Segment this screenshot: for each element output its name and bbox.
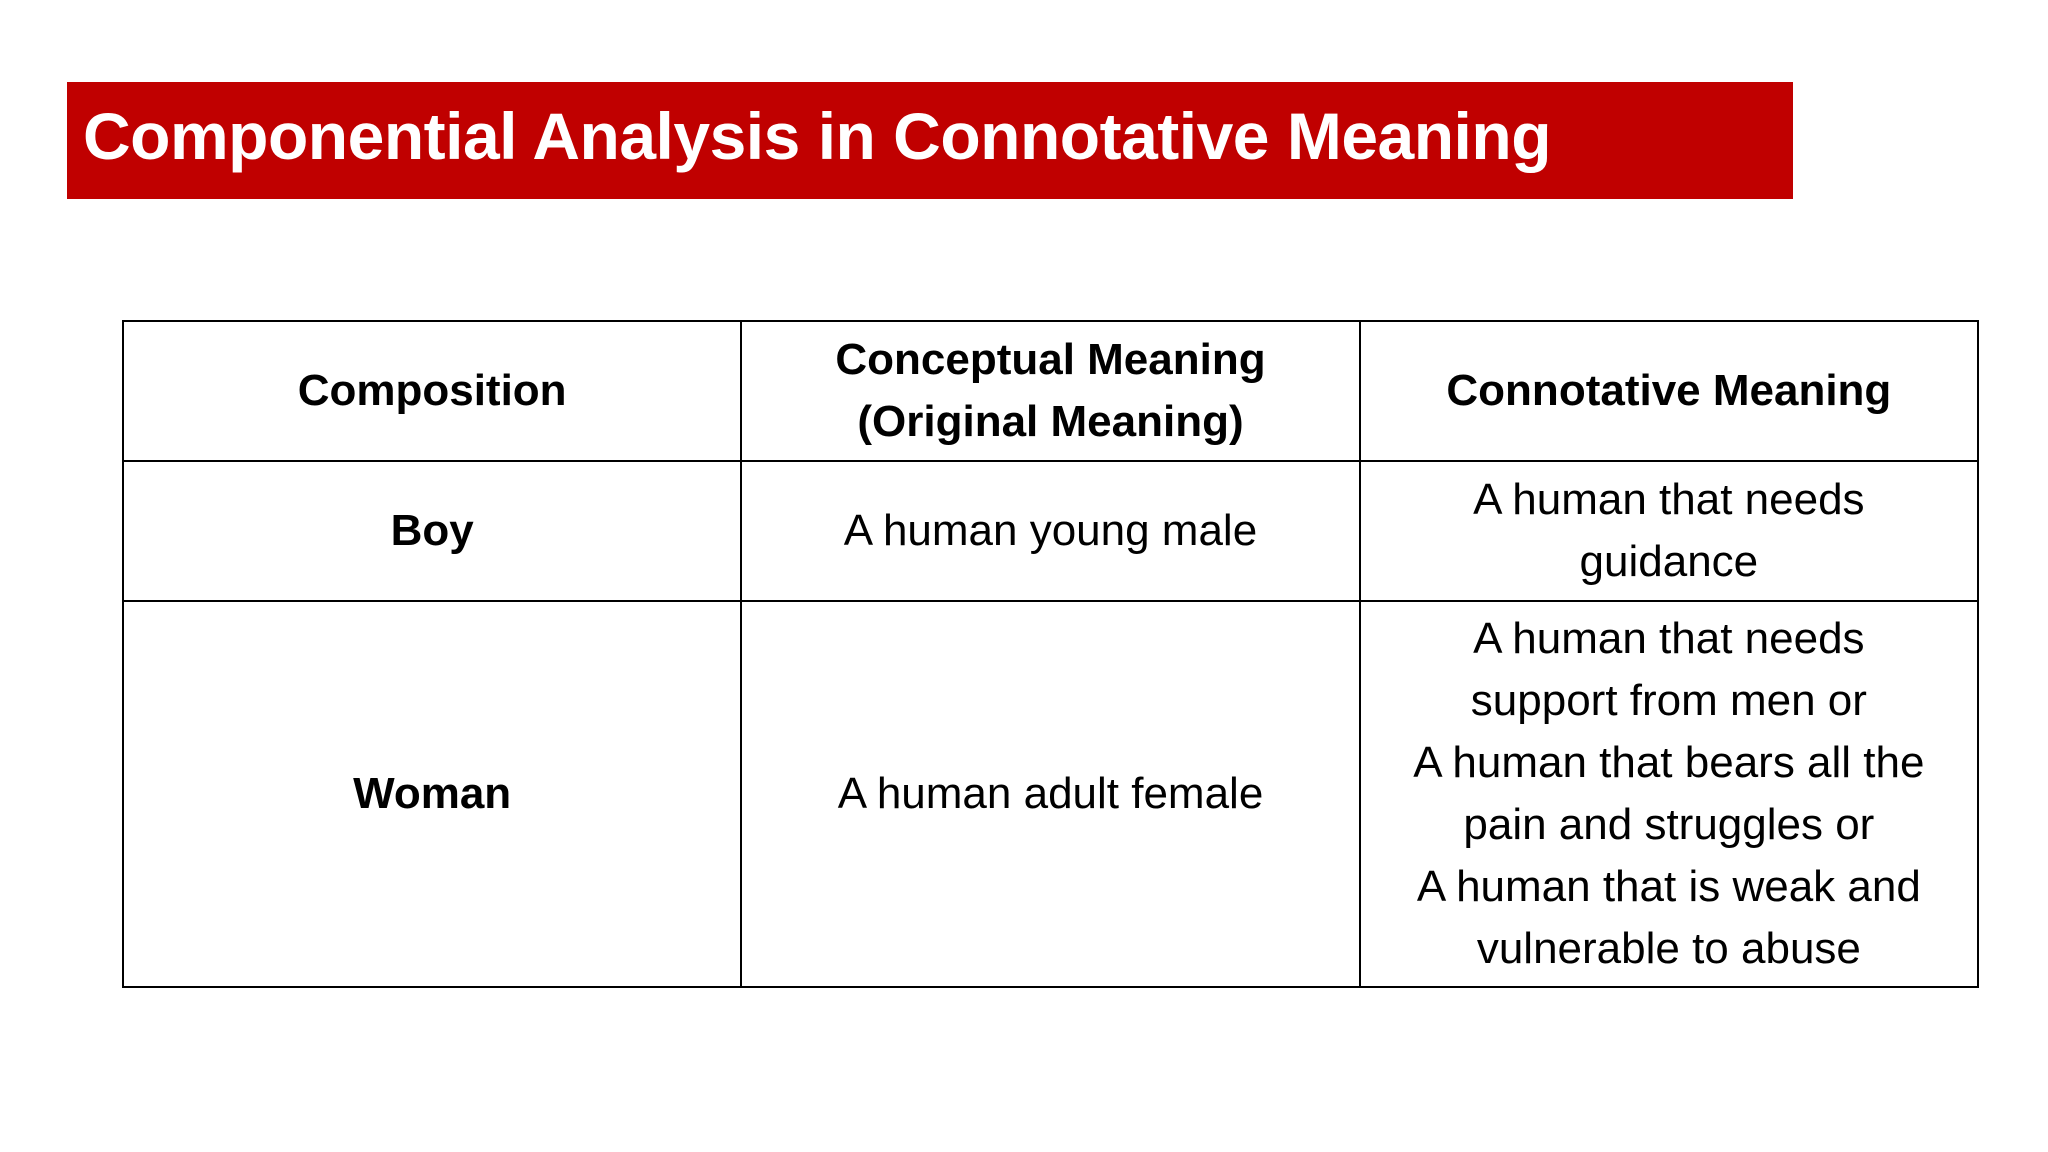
- header-composition: Composition: [123, 321, 741, 461]
- table-row-woman: [123, 601, 1978, 987]
- cell-connotative-boy: [1360, 461, 1978, 601]
- cell-connotative-woman: [1360, 601, 1978, 987]
- connotative-woman-line-4: pain and struggles or: [1463, 800, 1875, 849]
- connotative-woman-line-1: A human that needs: [1473, 614, 1865, 663]
- header-conceptual-meaning: [741, 321, 1359, 461]
- header-connotative-meaning: Connotative Meaning: [1360, 321, 1978, 461]
- header-conceptual-line-1: Conceptual Meaning: [835, 335, 1266, 384]
- slide-title: Componential Analysis in Connotative Meaning: [83, 98, 1552, 173]
- table-row-boy: [123, 461, 1978, 601]
- meaning-table: [122, 320, 1979, 988]
- title-bar: [67, 82, 1793, 199]
- connotative-boy-line-2: guidance: [1579, 537, 1759, 586]
- cell-conceptual-boy: A human young male: [741, 461, 1359, 601]
- connotative-boy-line-1: A human that needs: [1473, 475, 1865, 524]
- connotative-woman-line-6: vulnerable to abuse: [1476, 924, 1861, 973]
- connotative-woman-line-3: A human that bears all the: [1413, 738, 1925, 787]
- cell-composition-boy: Boy: [123, 461, 741, 601]
- connotative-woman-line-2: support from men or: [1470, 676, 1867, 725]
- cell-composition-woman: Woman: [123, 601, 741, 987]
- table-header-row: [123, 321, 1978, 461]
- header-conceptual-line-2: (Original Meaning): [857, 397, 1244, 446]
- cell-conceptual-woman: A human adult female: [741, 601, 1359, 987]
- connotative-woman-line-5: A human that is weak and: [1416, 862, 1921, 911]
